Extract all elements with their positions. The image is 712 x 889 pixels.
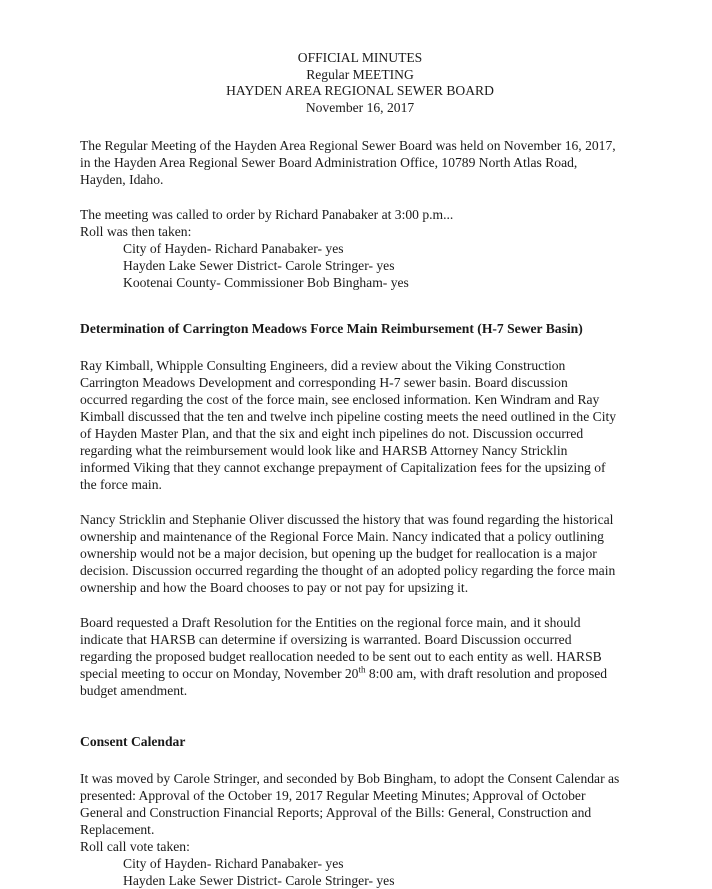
text-line: General and Construction Financial Reports; Approval of the Bills: General, Construction and (80, 805, 592, 820)
text-line: Replacement. (80, 822, 155, 837)
roll-entry: Hayden Lake Sewer District- Carole Stringer- yes (123, 258, 395, 273)
header-line-1: OFFICIAL MINUTES (297, 50, 423, 65)
text-line: indicate that HARSB can determine if oversizing is warranted. Board Discussion occurred (80, 632, 572, 647)
text-fragment: special meeting to occur on Monday, November 20 (80, 666, 359, 681)
text-line: of Hayden Master Plan, and that the six and eight inch pipelines do not. Discussion occurred (80, 426, 584, 441)
text-line: presented: Approval of the October 19, 2017 Regular Meeting Minutes; Approval of October (80, 788, 586, 803)
section1-paragraph-3 (80, 614, 662, 699)
text-line: Nancy Stricklin and Stephanie Oliver discussed the history that was found regarding the historical (80, 512, 614, 527)
text-line: Roll was then taken: (80, 224, 192, 239)
text-line: It was moved by Carole Stringer, and seconded by Bob Bingham, to adopt the Consent Calendar as (80, 771, 620, 786)
text-line: decision. Discussion occurred regarding the thought of an adopted policy regarding the force main (80, 563, 616, 578)
text-line: Kimball discussed that the ten and twelve inch pipeline costing meets the need outlined in the City (80, 409, 617, 424)
text-line: regarding what the reimbursement would look like and HARSB Attorney Nancy Stricklin (80, 443, 568, 458)
text-line: Ray Kimball, Whipple Consulting Engineers, did a review about the Viking Construction (80, 358, 566, 373)
text-line: ownership and how the Board chooses to pay or not pay for upsizing it. (80, 580, 469, 595)
text-line: ownership would not be a major decision, but opening up the budget for reallocation is a major (80, 546, 597, 561)
text-line: The meeting was called to order by Richard Panabaker at 3:00 p.m... (80, 207, 454, 222)
roll-entry: City of Hayden- Richard Panabaker- yes (123, 856, 344, 871)
text-line: ownership and maintenance of the Regional Force Main. Nancy indicated that a policy outlining (80, 529, 604, 544)
text-line: The Regular Meeting of the Hayden Area Regional Sewer Board was held on November 16, 2017, (80, 138, 616, 153)
roll-entry: City of Hayden- Richard Panabaker- yes (123, 241, 344, 256)
text-line: regarding the proposed budget reallocation needed to be sent out to each entity as well. HARSB (80, 649, 602, 664)
text-line: Carrington Meadows Development and corresponding H-7 sewer basin. Board discussion (80, 375, 568, 390)
section1-paragraph-2 (80, 511, 662, 596)
header-line-3: HAYDEN AREA REGIONAL SEWER BOARD (226, 83, 494, 98)
text-line: informed Viking that they cannot exchange prepayment of Capitalization fees for the upsizing of (80, 460, 606, 475)
text-fragment: 8:00 am, with draft resolution and proposed (365, 666, 608, 681)
section-heading: Consent Calendar (80, 734, 186, 749)
text-line: the force main. (80, 477, 162, 492)
roll-entry: Kootenai County- Commissioner Bob Bingham- yes (123, 275, 409, 290)
roll-entry: Hayden Lake Sewer District- Carole Stringer- yes (123, 873, 395, 888)
text-line (80, 665, 662, 682)
header-line-2: Regular MEETING (306, 66, 414, 82)
call-to-order (80, 206, 662, 291)
minutes-header (80, 50, 640, 116)
header-date: November 16, 2017 (305, 99, 415, 115)
text-line: occurred regarding the cost of the force main, see enclosed information. Ken Windram and Ray (80, 392, 600, 407)
text-line: Hayden, Idaho. (80, 172, 164, 187)
ordinal-suffix: th (358, 664, 366, 675)
intro-paragraph (80, 137, 662, 188)
consent-paragraph (80, 770, 662, 889)
text-line: Roll call vote taken: (80, 839, 190, 854)
text-line: in the Hayden Area Regional Sewer Board Administration Office, 10789 North Atlas Road, (80, 155, 578, 170)
text-line: Board requested a Draft Resolution for the Entities on the regional force main, and it should (80, 615, 581, 630)
text-line: budget amendment. (80, 683, 188, 698)
section-heading: Determination of Carrington Meadows Force Main Reimbursement (H-7 Sewer Basin) (80, 321, 583, 336)
section1-paragraph-1 (80, 357, 662, 493)
